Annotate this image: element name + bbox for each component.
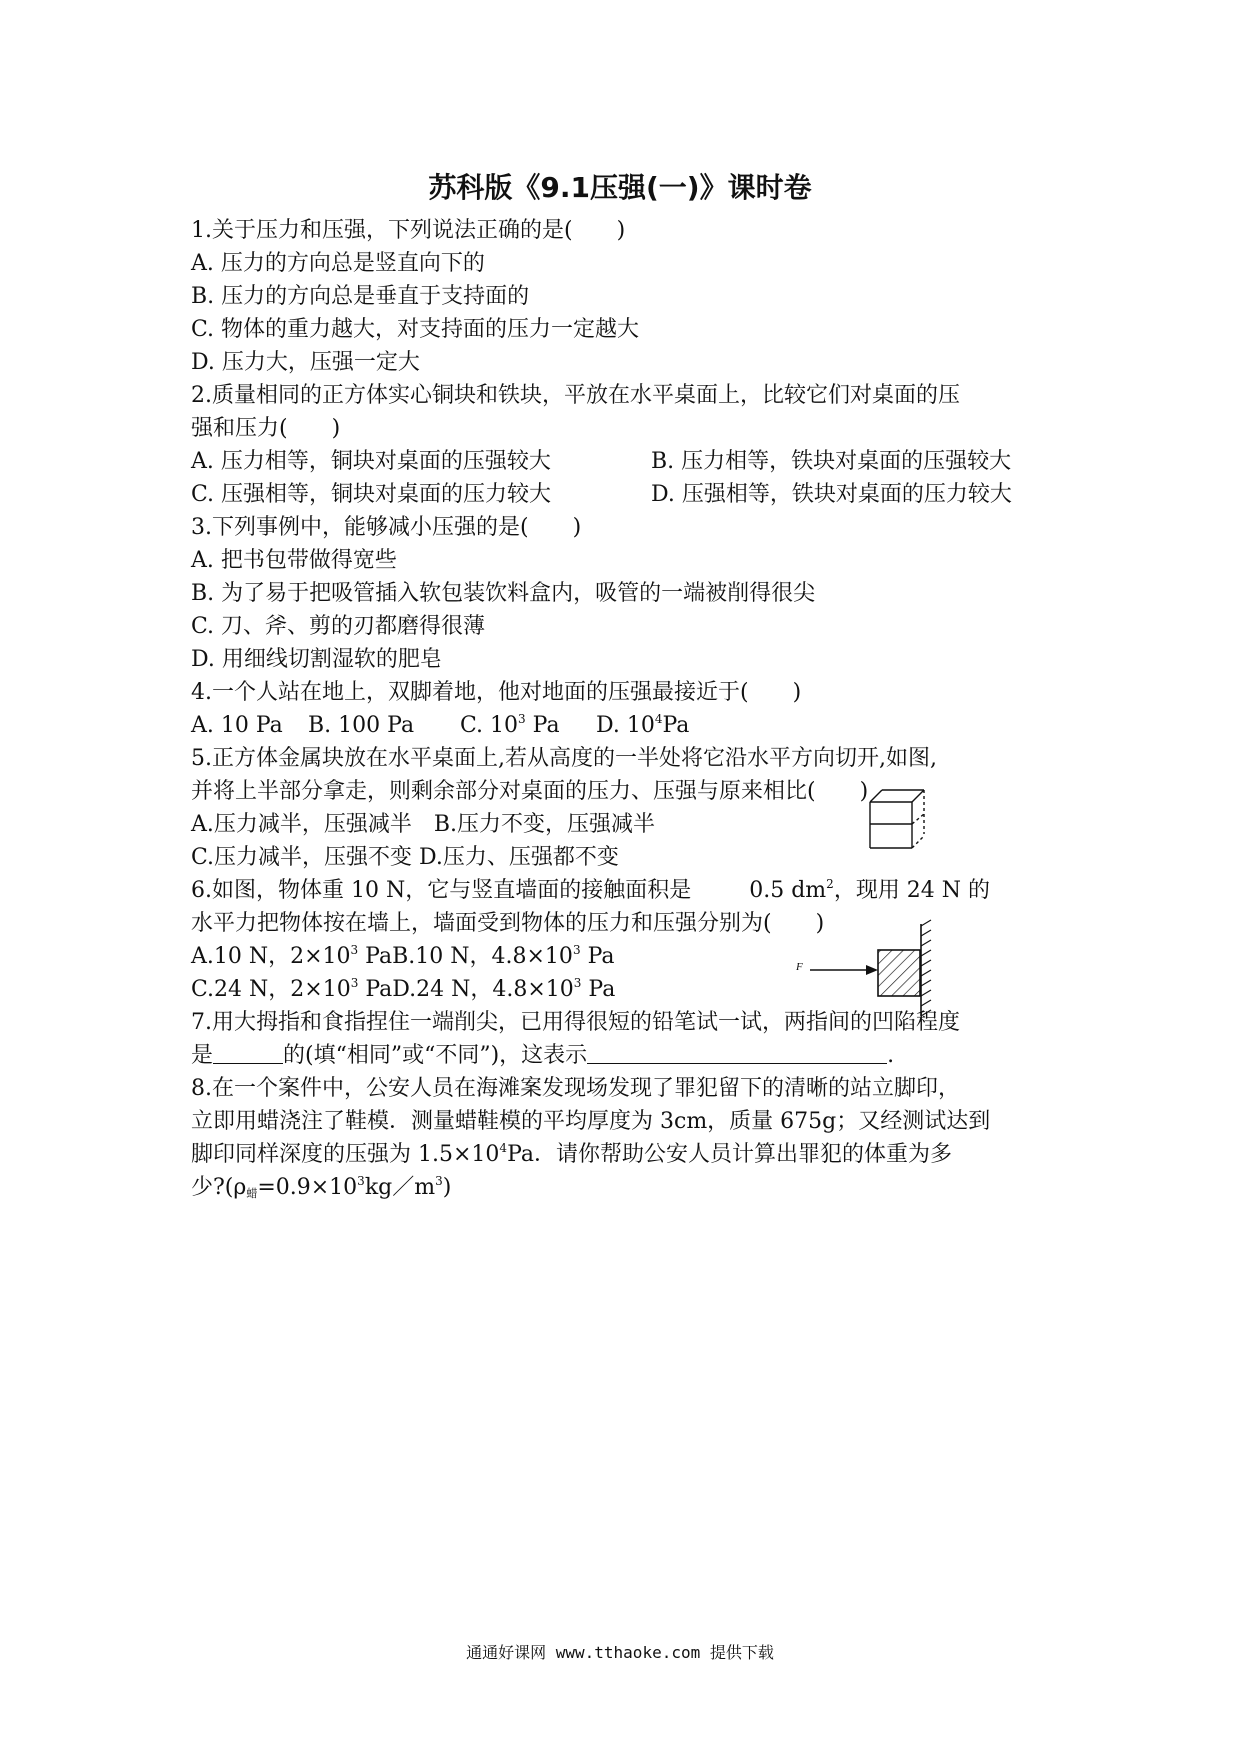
q6-options-ab: A.10 N，$2\times 10^3$ PaB.10 N，$4.8\times 10^3$ Pa [191, 943, 615, 969]
q2-option-b: B. 压力相等，铁块对桌面的压强较大 [651, 449, 1012, 474]
wall-icon [921, 920, 931, 1016]
q2-stem-line2: 强和压力( ) [191, 416, 341, 441]
q4-option-b: B. 100 Pa [308, 713, 415, 738]
q1-option-a: A. 压力的方向总是竖直向下的 [191, 251, 485, 276]
q4-option-c: C. $10^3$ Pa [460, 712, 560, 738]
q5-stem-line1: 5.正方体金属块放在水平桌面上,若从高度的一半处将它沿水平方向切开,如图, [191, 746, 937, 771]
q4-option-d: D. $10^4Pa$ [596, 712, 690, 738]
q3-option-b: B. 为了易于把吸管插入软包装饮料盒内，吸管的一端被削得很尖 [191, 581, 816, 606]
q2-option-a: A. 压力相等，铜块对桌面的压强较大 [191, 449, 551, 474]
q4-option-a: A. 10 Pa [191, 713, 283, 738]
q1-option-b: B. 压力的方向总是垂直于支持面的 [191, 284, 530, 309]
q2-stem-line1: 2.质量相同的正方体实心铜块和铁块，平放在水平桌面上，比较它们对桌面的压 [191, 383, 960, 408]
q1-option-d: D. 压力大，压强一定大 [191, 350, 420, 375]
footer-download-note: 通通好课网 www.tthaoke.com 提供下载 [466, 1643, 774, 1662]
force-label: F [796, 961, 803, 973]
q7-line2: 是 的(填“相同”或“不同”)，这表示 . [191, 1043, 895, 1068]
q8-line4: 少$?(\rho_蜡=0.9\times 10^3kg/m^3)$ [191, 1174, 452, 1200]
q8-line3: 脚印同样深度的压强为 $1.5\times 10^4Pa$．请你帮助公安人员计算出罪犯的体重为多 [191, 1141, 952, 1167]
q2-option-c: C. 压强相等，铜块对桌面的压力较大 [191, 482, 552, 507]
page-title: 苏科版《9.1压强(一)》课时卷 [428, 171, 812, 204]
q5-options-cd: C.压力减半，压强不变 D.压力、压强都不变 [191, 845, 619, 870]
q5-stem-line2: 并将上半部分拿走，则剩余部分对桌面的压力、压强与原来相比( ) [191, 779, 869, 804]
block-icon [878, 950, 920, 996]
force-arrow-icon [810, 965, 878, 975]
q7-blank-2[interactable] [587, 1045, 887, 1064]
q8-line1: 8.在一个案件中，公安人员在海滩案发现场发现了罪犯留下的清晰的站立脚印， [191, 1076, 960, 1101]
q3-option-c: C. 刀、斧、剪的刃都磨得很薄 [191, 614, 486, 639]
q1-option-c: C. 物体的重力越大，对支持面的压力一定越大 [191, 317, 640, 342]
q2-option-d: D. 压强相等，铁块对桌面的压力较大 [651, 482, 1012, 507]
q1-stem: 1.关于压力和压强，下列说法正确的是( ) [191, 218, 626, 243]
q3-stem: 3.下列事例中，能够减小压强的是( ) [191, 515, 582, 540]
q3-option-a: A. 把书包带做得宽些 [191, 548, 397, 573]
q5-cube-figure [868, 788, 938, 850]
q3-option-d: D. 用细线切割湿软的肥皂 [191, 647, 442, 672]
q7-blank-1[interactable] [213, 1045, 283, 1064]
q6-wall-figure [786, 920, 946, 1020]
q4-stem: 4.一个人站在地上，双脚着地，他对地面的压强最接近于( ) [191, 680, 802, 705]
q7-line1: 7.用大拇指和食指捏住一端削尖，已用得很短的铅笔试一试，两指间的凹陷程度 [191, 1010, 960, 1035]
q6-options-cd: C.24 N，$2\times 10^3$ PaD.24 N，$4.8\times 10^3$ Pa [191, 976, 616, 1002]
q8-line2: 立即用蜡浇注了鞋模．测量蜡鞋模的平均厚度为 3cm，质量 675g；又经测试达到 [191, 1109, 991, 1134]
q6-stem-line2: 水平力把物体按在墙上，墙面受到物体的压力和压强分别为( ) [191, 911, 825, 936]
q5-options-ab: A.压力减半，压强减半 B.压力不变，压强减半 [191, 812, 656, 837]
q6-stem-line1: 6.如图，物体重 10 N，它与竖直墙面的接触面积是 0.5 $dm^2$，现用 24 N 的 [191, 877, 991, 903]
